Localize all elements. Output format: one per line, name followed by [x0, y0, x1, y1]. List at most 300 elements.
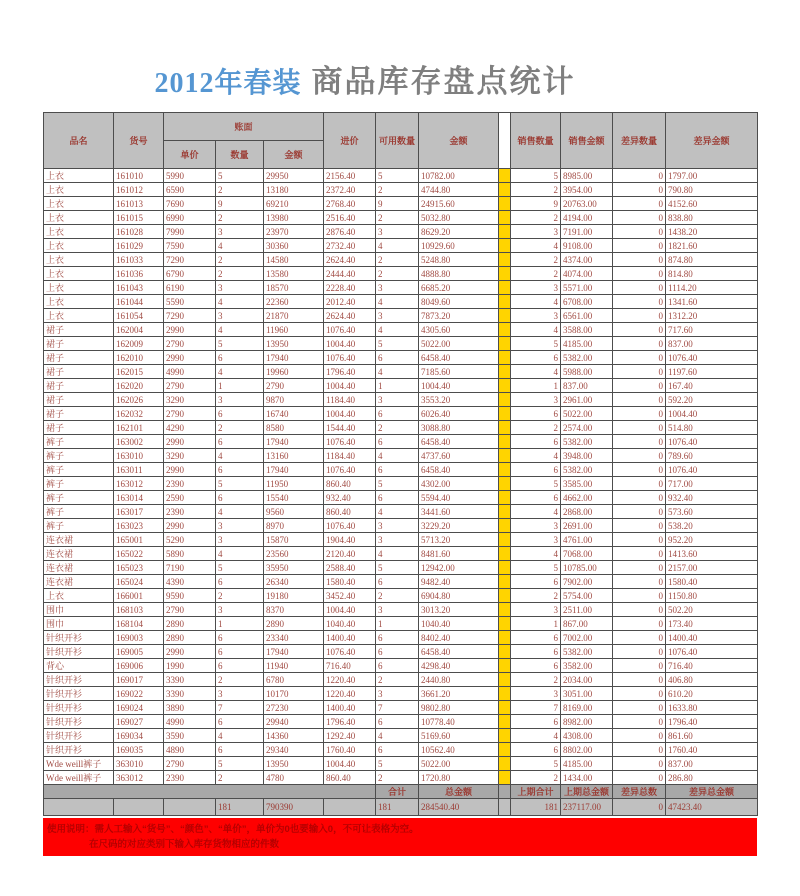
cell-available-qty: 1	[376, 379, 419, 393]
cell-sales-amount: 1434.00	[561, 771, 613, 785]
cell-item-no: 161012	[114, 183, 164, 197]
table-row	[44, 239, 758, 253]
cell-sales-amount: 2868.00	[561, 505, 613, 519]
cell-item-no: 162010	[114, 351, 164, 365]
cell-sales-qty: 2	[511, 673, 561, 687]
table-row	[44, 617, 758, 631]
yellow-separator	[499, 295, 511, 309]
table-row	[44, 645, 758, 659]
totals-empty-itemno	[114, 799, 164, 816]
cell-amount2: 4298.40	[419, 659, 499, 673]
cell-available-qty: 6	[376, 743, 419, 757]
totals-shangqi-zongjine-label: 上期总金额	[561, 785, 613, 799]
cell-item-no: 162032	[114, 407, 164, 421]
cell-diff-qty: 0	[613, 533, 666, 547]
cell-unit-price: 2990	[164, 323, 216, 337]
cell-available-qty: 2	[376, 673, 419, 687]
cell-diff-qty: 0	[613, 197, 666, 211]
cell-product-name: 上衣	[44, 197, 114, 211]
totals-empty-product	[44, 799, 114, 816]
cell-quantity: 3	[216, 281, 264, 295]
cell-sales-amount: 837.00	[561, 379, 613, 393]
cell-item-no: 169003	[114, 631, 164, 645]
cell-sales-qty: 3	[511, 393, 561, 407]
cell-purchase-price: 2372.40	[324, 183, 376, 197]
cell-quantity: 3	[216, 603, 264, 617]
cell-amount2: 6458.40	[419, 463, 499, 477]
yellow-separator	[499, 645, 511, 659]
cell-amount: 13160	[264, 449, 324, 463]
yellow-separator	[499, 421, 511, 435]
cell-sales-qty: 2	[511, 253, 561, 267]
table-row	[44, 547, 758, 561]
cell-diff-qty: 0	[613, 323, 666, 337]
cell-diff-amount: 1580.40	[666, 575, 758, 589]
cell-purchase-price: 1544.40	[324, 421, 376, 435]
yellow-separator	[499, 673, 511, 687]
cell-sales-qty: 4	[511, 729, 561, 743]
cell-amount: 10170	[264, 687, 324, 701]
cell-product-name: 裤子	[44, 463, 114, 477]
cell-quantity: 6	[216, 407, 264, 421]
cell-available-qty: 2	[376, 183, 419, 197]
cell-quantity: 6	[216, 715, 264, 729]
totals-empty-unitprice	[164, 799, 216, 816]
cell-item-no: 169024	[114, 701, 164, 715]
cell-unit-price: 6190	[164, 281, 216, 295]
cell-diff-qty: 0	[613, 477, 666, 491]
cell-item-no: 162020	[114, 379, 164, 393]
cell-purchase-price: 860.40	[324, 505, 376, 519]
cell-diff-qty: 0	[613, 463, 666, 477]
cell-sales-qty: 5	[511, 561, 561, 575]
cell-purchase-price: 1040.40	[324, 617, 376, 631]
cell-amount: 11950	[264, 477, 324, 491]
cell-product-name: 连衣裙	[44, 533, 114, 547]
cell-sales-amount: 3948.00	[561, 449, 613, 463]
table-row	[44, 281, 758, 295]
cell-purchase-price: 2156.40	[324, 169, 376, 183]
cell-sales-amount: 5382.00	[561, 435, 613, 449]
cell-purchase-price: 2768.40	[324, 197, 376, 211]
table-body	[44, 169, 758, 785]
cell-sales-amount: 3582.00	[561, 659, 613, 673]
cell-product-name: 裤子	[44, 477, 114, 491]
cell-amount2: 24915.60	[419, 197, 499, 211]
cell-product-name: 上衣	[44, 211, 114, 225]
totals-sales-amount: 237117.00	[561, 799, 613, 816]
table-row	[44, 421, 758, 435]
cell-quantity: 2	[216, 771, 264, 785]
cell-available-qty: 6	[376, 645, 419, 659]
cell-quantity: 1	[216, 379, 264, 393]
totals-shangqi-heji-label: 上期合计	[511, 785, 561, 799]
cell-item-no: 169027	[114, 715, 164, 729]
yellow-separator	[499, 547, 511, 561]
cell-quantity: 6	[216, 435, 264, 449]
cell-purchase-price: 2624.40	[324, 309, 376, 323]
cell-diff-qty: 0	[613, 743, 666, 757]
cell-item-no: 166001	[114, 589, 164, 603]
cell-diff-amount: 952.20	[666, 533, 758, 547]
cell-sales-amount: 5988.00	[561, 365, 613, 379]
table-row	[44, 589, 758, 603]
cell-unit-price: 7590	[164, 239, 216, 253]
table-row	[44, 169, 758, 183]
cell-amount: 2790	[264, 379, 324, 393]
cell-product-name: 背心	[44, 659, 114, 673]
cell-sales-qty: 2	[511, 183, 561, 197]
cell-diff-qty: 0	[613, 281, 666, 295]
table-row	[44, 267, 758, 281]
cell-amount2: 6458.40	[419, 435, 499, 449]
usage-notice-line2: 在尺码的对应类别下输入库存货物相应的件数	[89, 839, 280, 850]
cell-sales-qty: 6	[511, 463, 561, 477]
table-row	[44, 309, 758, 323]
cell-purchase-price: 1796.40	[324, 715, 376, 729]
cell-amount2: 8481.60	[419, 547, 499, 561]
cell-quantity: 6	[216, 351, 264, 365]
cell-diff-qty: 0	[613, 421, 666, 435]
cell-product-name: 裙子	[44, 393, 114, 407]
cell-diff-amount: 1400.40	[666, 631, 758, 645]
cell-sales-amount: 20763.00	[561, 197, 613, 211]
cell-sales-amount: 9108.00	[561, 239, 613, 253]
cell-available-qty: 3	[376, 533, 419, 547]
table-row	[44, 603, 758, 617]
cell-sales-qty: 3	[511, 519, 561, 533]
cell-item-no: 169017	[114, 673, 164, 687]
cell-product-name: 围巾	[44, 603, 114, 617]
cell-sales-amount: 6561.00	[561, 309, 613, 323]
cell-purchase-price: 2876.40	[324, 225, 376, 239]
cell-item-no: 363012	[114, 771, 164, 785]
cell-diff-amount: 716.40	[666, 659, 758, 673]
cell-amount2: 5022.00	[419, 337, 499, 351]
cell-diff-qty: 0	[613, 351, 666, 365]
cell-available-qty: 6	[376, 659, 419, 673]
cell-purchase-price: 1400.40	[324, 631, 376, 645]
cell-sales-amount: 8169.00	[561, 701, 613, 715]
cell-sales-qty: 4	[511, 505, 561, 519]
cell-amount2: 3013.20	[419, 603, 499, 617]
cell-amount: 29940	[264, 715, 324, 729]
header-amount2: 金额	[419, 113, 499, 169]
totals-sales-qty: 181	[511, 799, 561, 816]
cell-amount2: 5248.80	[419, 253, 499, 267]
yellow-separator	[499, 757, 511, 771]
cell-available-qty: 4	[376, 323, 419, 337]
cell-diff-qty: 0	[613, 701, 666, 715]
cell-purchase-price: 1076.40	[324, 519, 376, 533]
cell-unit-price: 2990	[164, 463, 216, 477]
cell-product-name: Wde weill裤子	[44, 771, 114, 785]
cell-product-name: 上衣	[44, 309, 114, 323]
cell-sales-amount: 3051.00	[561, 687, 613, 701]
cell-sales-qty: 5	[511, 477, 561, 491]
cell-item-no: 163012	[114, 477, 164, 491]
table-row	[44, 673, 758, 687]
cell-item-no: 161033	[114, 253, 164, 267]
cell-available-qty: 4	[376, 449, 419, 463]
cell-amount2: 5032.80	[419, 211, 499, 225]
totals-amount: 790390	[264, 799, 324, 816]
table-row	[44, 337, 758, 351]
cell-diff-amount: 1150.80	[666, 589, 758, 603]
cell-quantity: 2	[216, 253, 264, 267]
cell-item-no: 162009	[114, 337, 164, 351]
cell-quantity: 2	[216, 267, 264, 281]
cell-unit-price: 5890	[164, 547, 216, 561]
cell-sales-amount: 5571.00	[561, 281, 613, 295]
cell-sales-qty: 4	[511, 365, 561, 379]
yellow-separator	[499, 197, 511, 211]
cell-amount: 13580	[264, 267, 324, 281]
cell-quantity: 6	[216, 463, 264, 477]
yellow-separator	[499, 589, 511, 603]
cell-unit-price: 2590	[164, 491, 216, 505]
cell-amount: 8580	[264, 421, 324, 435]
cell-sales-qty: 2	[511, 267, 561, 281]
cell-amount2: 4302.00	[419, 477, 499, 491]
cell-amount2: 4744.80	[419, 183, 499, 197]
cell-amount: 6780	[264, 673, 324, 687]
cell-purchase-price: 2624.40	[324, 253, 376, 267]
cell-quantity: 4	[216, 449, 264, 463]
cell-unit-price: 5290	[164, 533, 216, 547]
cell-diff-qty: 0	[613, 589, 666, 603]
cell-sales-qty: 6	[511, 491, 561, 505]
cell-diff-qty: 0	[613, 519, 666, 533]
cell-product-name: 裤子	[44, 505, 114, 519]
cell-purchase-price: 2444.40	[324, 267, 376, 281]
cell-available-qty: 9	[376, 197, 419, 211]
title-main: 商品库存盘点统计	[311, 64, 576, 99]
yellow-separator	[499, 337, 511, 351]
cell-unit-price: 6990	[164, 211, 216, 225]
yellow-separator	[499, 617, 511, 631]
cell-product-name: 上衣	[44, 169, 114, 183]
cell-purchase-price: 2228.40	[324, 281, 376, 295]
cell-diff-amount: 789.60	[666, 449, 758, 463]
cell-amount: 17940	[264, 351, 324, 365]
table-row	[44, 757, 758, 771]
cell-product-name: 针织开衫	[44, 687, 114, 701]
cell-product-name: 针织开衫	[44, 631, 114, 645]
cell-diff-qty: 0	[613, 757, 666, 771]
table-row	[44, 323, 758, 337]
cell-diff-qty: 0	[613, 771, 666, 785]
cell-available-qty: 3	[376, 687, 419, 701]
cell-quantity: 9	[216, 197, 264, 211]
cell-diff-amount: 592.20	[666, 393, 758, 407]
cell-diff-amount: 2157.00	[666, 561, 758, 575]
cell-available-qty: 5	[376, 477, 419, 491]
yellow-separator	[499, 701, 511, 715]
cell-sales-qty: 6	[511, 435, 561, 449]
page-title	[0, 56, 800, 101]
cell-amount2: 5169.60	[419, 729, 499, 743]
cell-sales-qty: 2	[511, 421, 561, 435]
cell-product-name: 围巾	[44, 617, 114, 631]
cell-diff-amount: 1438.20	[666, 225, 758, 239]
cell-item-no: 169022	[114, 687, 164, 701]
totals-heji-label: 合计	[376, 785, 419, 799]
header-diff-amount: 差异金额	[666, 113, 758, 169]
cell-product-name: 裤子	[44, 449, 114, 463]
cell-diff-qty: 0	[613, 715, 666, 729]
cell-product-name: 针织开衫	[44, 729, 114, 743]
totals-quantity: 181	[216, 799, 264, 816]
cell-item-no: 165022	[114, 547, 164, 561]
cell-product-name: 针织开衫	[44, 645, 114, 659]
cell-purchase-price: 1184.40	[324, 393, 376, 407]
cell-sales-amount: 10785.00	[561, 561, 613, 575]
cell-diff-amount: 1821.60	[666, 239, 758, 253]
cell-diff-qty: 0	[613, 225, 666, 239]
cell-item-no: 168104	[114, 617, 164, 631]
cell-diff-amount: 406.80	[666, 673, 758, 687]
cell-diff-amount: 286.80	[666, 771, 758, 785]
cell-product-name: 裙子	[44, 337, 114, 351]
cell-diff-amount: 1076.40	[666, 351, 758, 365]
yellow-separator	[499, 477, 511, 491]
totals-zongjine-label: 总金额	[419, 785, 499, 799]
yellow-separator	[499, 771, 511, 785]
cell-amount2: 10782.00	[419, 169, 499, 183]
cell-unit-price: 7190	[164, 561, 216, 575]
cell-sales-qty: 4	[511, 323, 561, 337]
totals-empty-purchase	[324, 799, 376, 816]
cell-product-name: 针织开衫	[44, 673, 114, 687]
cell-amount2: 5022.00	[419, 757, 499, 771]
cell-purchase-price: 2012.40	[324, 295, 376, 309]
cell-purchase-price: 1076.40	[324, 323, 376, 337]
cell-unit-price: 2390	[164, 477, 216, 491]
cell-quantity: 4	[216, 323, 264, 337]
yellow-separator	[499, 309, 511, 323]
cell-sales-amount: 8985.00	[561, 169, 613, 183]
cell-available-qty: 3	[376, 519, 419, 533]
cell-product-name: 上衣	[44, 225, 114, 239]
cell-quantity: 3	[216, 519, 264, 533]
cell-sales-amount: 5382.00	[561, 351, 613, 365]
cell-amount: 19180	[264, 589, 324, 603]
cell-diff-amount: 717.60	[666, 323, 758, 337]
yellow-separator	[499, 211, 511, 225]
cell-unit-price: 4990	[164, 365, 216, 379]
cell-quantity: 6	[216, 645, 264, 659]
yellow-separator	[499, 169, 511, 183]
yellow-separator	[499, 743, 511, 757]
cell-purchase-price: 716.40	[324, 659, 376, 673]
cell-sales-amount: 5754.00	[561, 589, 613, 603]
cell-amount: 9870	[264, 393, 324, 407]
yellow-separator	[499, 323, 511, 337]
cell-diff-amount: 610.20	[666, 687, 758, 701]
usage-notice	[43, 818, 757, 856]
cell-sales-qty: 3	[511, 603, 561, 617]
cell-diff-amount: 1796.40	[666, 715, 758, 729]
cell-diff-amount: 1197.60	[666, 365, 758, 379]
yellow-separator	[499, 267, 511, 281]
cell-amount: 13950	[264, 337, 324, 351]
cell-product-name: 针织开衫	[44, 715, 114, 729]
cell-quantity: 3	[216, 393, 264, 407]
cell-sales-amount: 2574.00	[561, 421, 613, 435]
cell-item-no: 162101	[114, 421, 164, 435]
totals-chayi-zongjine-label: 差异总金额	[666, 785, 758, 799]
cell-sales-amount: 7002.00	[561, 631, 613, 645]
yellow-separator	[499, 183, 511, 197]
cell-unit-price: 9590	[164, 589, 216, 603]
cell-unit-price: 1990	[164, 659, 216, 673]
cell-product-name: 上衣	[44, 267, 114, 281]
yellow-separator	[499, 253, 511, 267]
cell-unit-price: 7290	[164, 309, 216, 323]
cell-quantity: 2	[216, 673, 264, 687]
cell-item-no: 165023	[114, 561, 164, 575]
yellow-separator	[499, 729, 511, 743]
cell-item-no: 169035	[114, 743, 164, 757]
cell-diff-amount: 1633.80	[666, 701, 758, 715]
cell-available-qty: 6	[376, 715, 419, 729]
cell-item-no: 161010	[114, 169, 164, 183]
yellow-separator	[499, 603, 511, 617]
cell-diff-qty: 0	[613, 393, 666, 407]
header-purchase-price: 进价	[324, 113, 376, 169]
table-row	[44, 701, 758, 715]
cell-available-qty: 5	[376, 757, 419, 771]
cell-purchase-price: 3452.40	[324, 589, 376, 603]
cell-amount: 17940	[264, 463, 324, 477]
cell-amount: 18570	[264, 281, 324, 295]
cell-purchase-price: 1076.40	[324, 463, 376, 477]
cell-available-qty: 3	[376, 393, 419, 407]
cell-amount2: 3553.20	[419, 393, 499, 407]
cell-sales-amount: 4662.00	[561, 491, 613, 505]
cell-quantity: 2	[216, 421, 264, 435]
cell-item-no: 163014	[114, 491, 164, 505]
cell-amount2: 6458.40	[419, 351, 499, 365]
cell-sales-qty: 3	[511, 225, 561, 239]
cell-sales-qty: 7	[511, 701, 561, 715]
cell-product-name: 上衣	[44, 183, 114, 197]
cell-diff-qty: 0	[613, 491, 666, 505]
cell-diff-amount: 814.80	[666, 267, 758, 281]
cell-unit-price: 2990	[164, 519, 216, 533]
yellow-separator	[499, 491, 511, 505]
cell-sales-amount: 4308.00	[561, 729, 613, 743]
cell-unit-price: 6790	[164, 267, 216, 281]
cell-unit-price: 3390	[164, 687, 216, 701]
cell-amount: 11960	[264, 323, 324, 337]
header-amount: 金额	[264, 141, 324, 169]
cell-purchase-price: 1004.40	[324, 407, 376, 421]
title-season: 2012年春装	[154, 68, 302, 99]
cell-available-qty: 7	[376, 701, 419, 715]
cell-sales-qty: 5	[511, 169, 561, 183]
cell-amount: 17940	[264, 645, 324, 659]
cell-product-name: 针织开衫	[44, 701, 114, 715]
cell-product-name: 连衣裙	[44, 575, 114, 589]
cell-sales-amount: 4185.00	[561, 337, 613, 351]
cell-diff-amount: 167.40	[666, 379, 758, 393]
cell-amount: 19960	[264, 365, 324, 379]
cell-quantity: 6	[216, 631, 264, 645]
table-row	[44, 295, 758, 309]
cell-item-no: 163017	[114, 505, 164, 519]
